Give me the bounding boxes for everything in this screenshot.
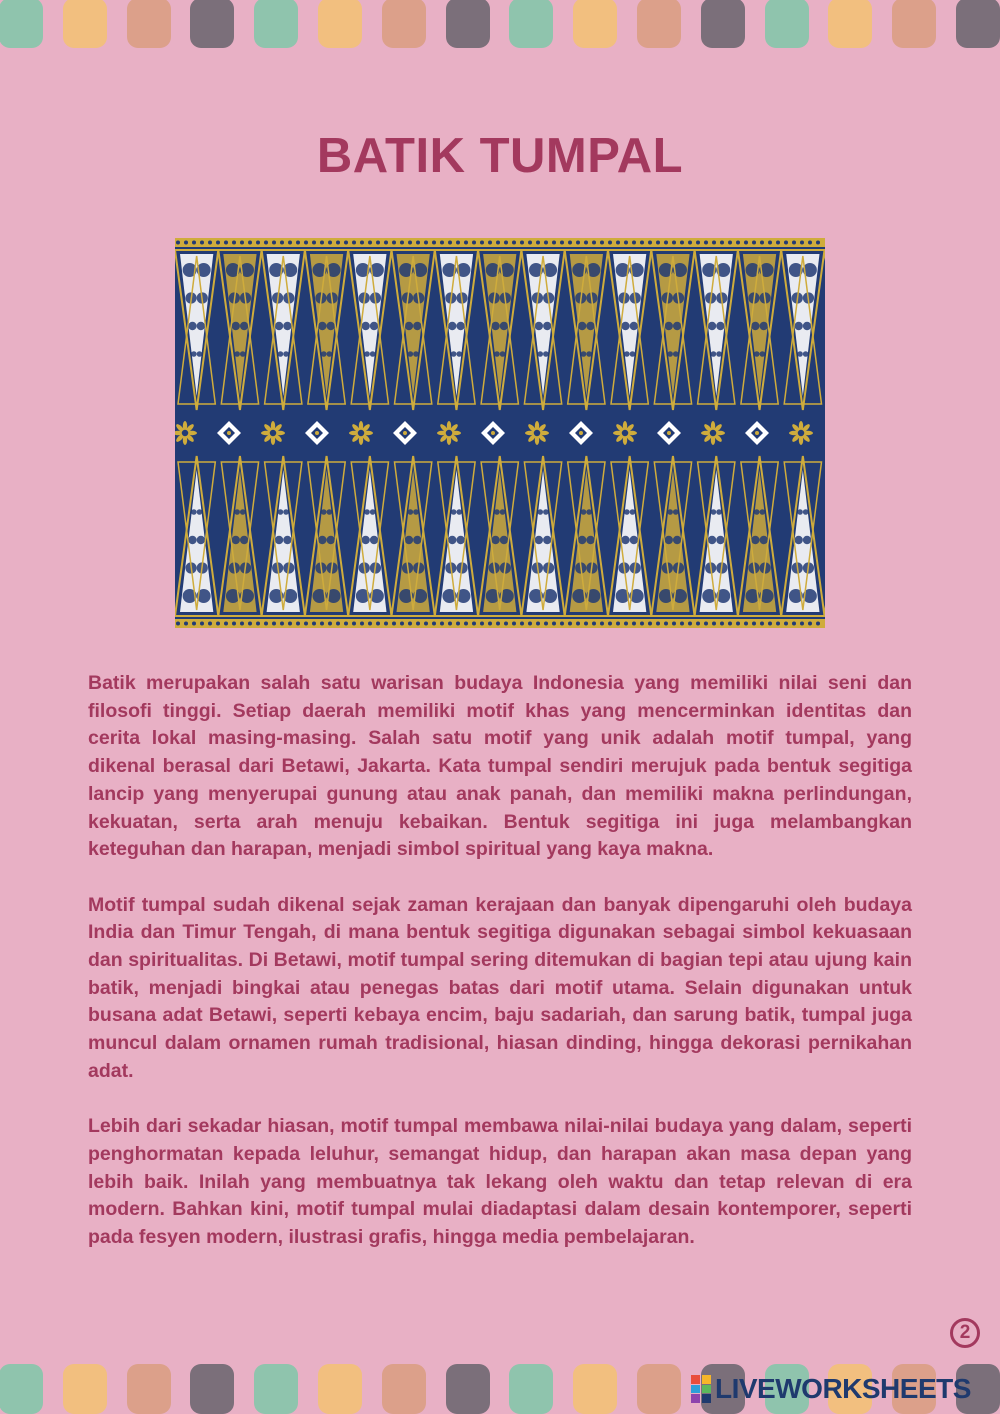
border-square <box>190 1364 234 1414</box>
border-square <box>382 1364 426 1414</box>
border-square <box>701 0 745 48</box>
border-square <box>254 1364 298 1414</box>
border-square <box>127 0 171 48</box>
border-square <box>318 1364 362 1414</box>
border-square <box>956 0 1000 48</box>
border-square <box>446 1364 490 1414</box>
brand-name: LIVEWORKSHEETS <box>715 1373 971 1404</box>
border-square <box>573 1364 617 1414</box>
border-square <box>0 0 43 48</box>
page-title: BATIK TUMPAL <box>316 129 684 183</box>
border-square <box>637 1364 681 1414</box>
border-square <box>446 0 490 48</box>
liveworksheets-brand[interactable] <box>690 1372 971 1406</box>
border-square <box>254 0 298 48</box>
border-square <box>63 1364 107 1414</box>
border-square <box>63 0 107 48</box>
border-square <box>190 0 234 48</box>
border-square <box>509 1364 553 1414</box>
border-square <box>573 0 617 48</box>
border-square <box>637 0 681 48</box>
page-number-badge: 2 <box>950 1318 980 1348</box>
batik-pattern-image <box>175 238 825 628</box>
paragraph-3: Lebih dari sekadar hiasan, motif tumpal membawa nilai-nilai budaya yang dalam, seperti penghormatan kepada leluhur, semangat hidup, dan harapan akan masa depan yang lebih baik. Inilah yang membuatnya tak lekang oleh waktu dan tetap relevan di era modern. Bahkan kini, motif tumpal mulai diadaptasi dalam desain kontemporer, seperti pada fesyen modern, ilustrasi grafis, hingga media pembelajaran. <box>88 1115 912 1249</box>
paragraph-2: Motif tumpal sudah dikenal sejak zaman kerajaan dan banyak dipengaruhi oleh budaya India dan Timur Tengah, di mana bentuk segitiga digunakan sebagai simbol kekuasaan dan spiritualitas. Di Betawi, motif tumpal sering ditemukan di bagian tepi atau ujung kain batik, menjadi bingkai atau penegas batas dari motif utama. Selain digunakan untuk busana adat Betawi, seperti kebaya encim, baju sadariah, dan sarung batik, tumpal juga muncul dalam ornamen rumah tradisional, hiasan dinding, hingga dekorasi pernikahan adat. <box>88 893 912 1082</box>
liveworksheets-logo-icon <box>690 1374 712 1404</box>
border-square <box>0 1364 43 1414</box>
border-square <box>828 0 872 48</box>
article-body <box>88 670 912 1279</box>
border-square <box>382 0 426 48</box>
paragraph-1: Batik merupakan salah satu warisan budaya Indonesia yang memiliki nilai seni dan filosofi tinggi. Setiap daerah memiliki motif khas yang mencerminkan identitas dan cerita lokal masing-masing. Salah satu motif yang unik adalah motif tumpal, yang dikenal berasal dari Betawi, Jakarta. Kata tumpal sendiri merujuk pada bentuk segitiga lancip yang menyerupai gunung atau anak panah, dan memiliki makna perlindungan, kekuatan, serta arah menuju kebaikan. Bentuk segitiga ini juga melambangkan keteguhan dan harapan, menjadi simbol spiritual yang kaya makna. <box>88 672 912 861</box>
border-square <box>892 0 936 48</box>
border-square <box>127 1364 171 1414</box>
border-square <box>318 0 362 48</box>
top-decorative-border <box>0 0 1000 48</box>
border-square <box>509 0 553 48</box>
border-square <box>765 0 809 48</box>
